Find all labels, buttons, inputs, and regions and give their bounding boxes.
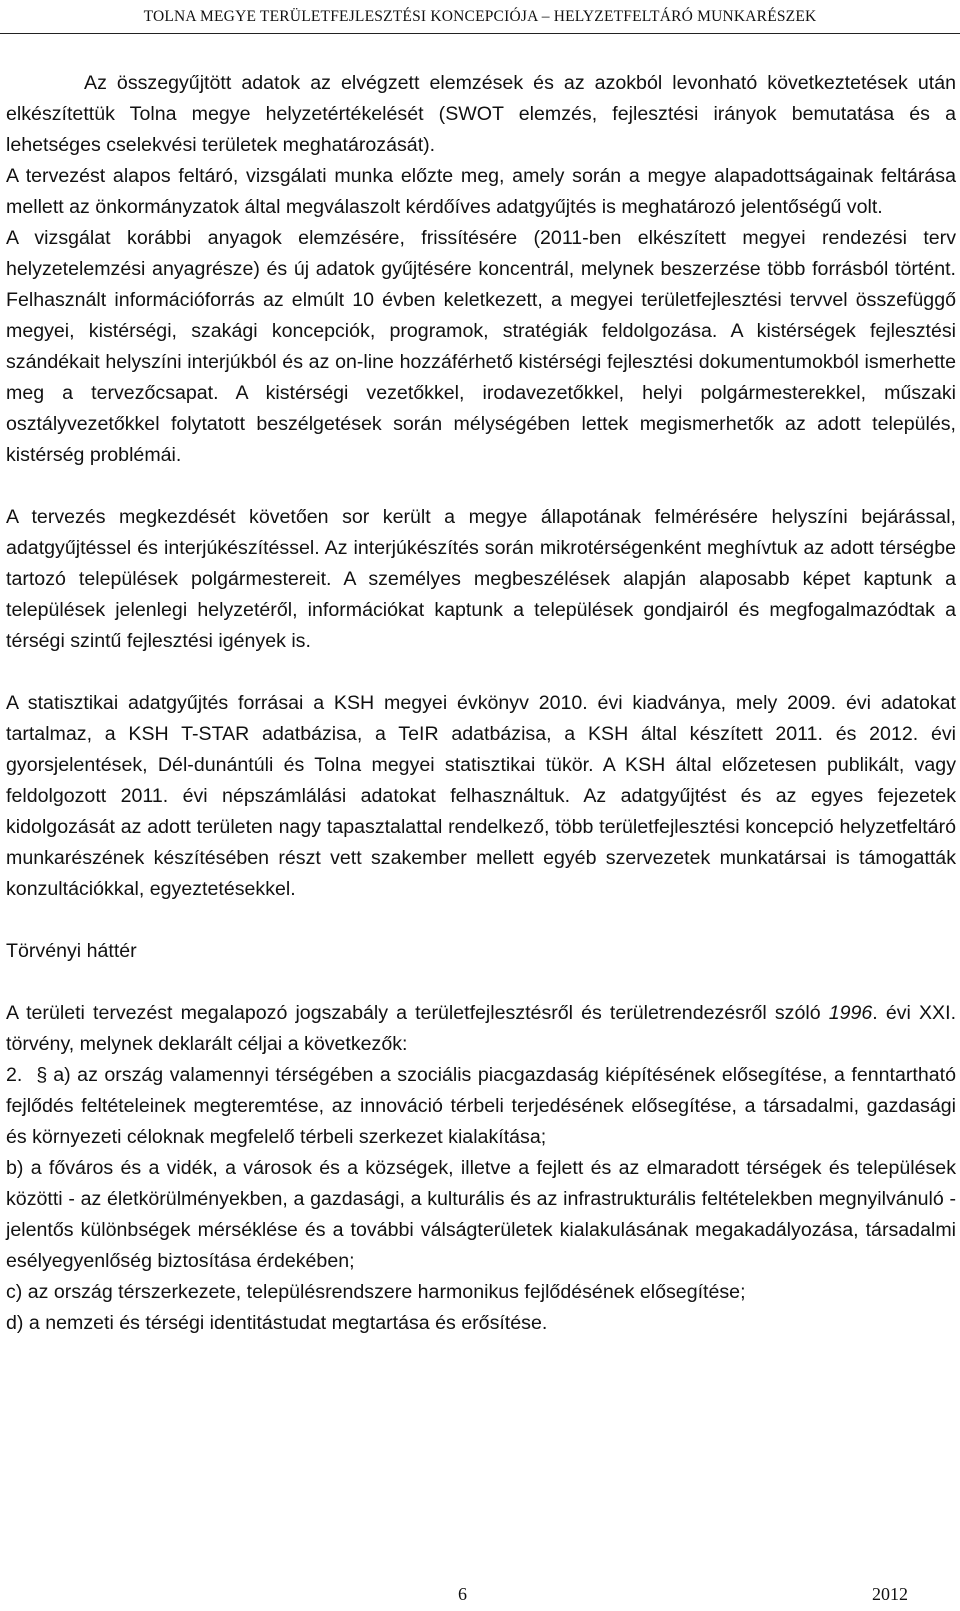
list-item-a-text: a) az ország valamennyi térségében a szociális piacgazdaság kiépítésének elősegítése, a fenntartható fejlődés feltételeinek megteremtése, az innováció térbeli terjedésének elősegítése, a társadalmi, gazdasági és környezeti céloknak megfelelő térbeli szerkezet kialakítása; bbox=[6, 1064, 956, 1148]
list-number: 2. bbox=[6, 1064, 23, 1086]
legal-basis-text: A területi tervezést megalapozó jogszabály a területfejlesztésről és területrendezésről szóló bbox=[6, 1002, 829, 1024]
paragraph-spacer bbox=[6, 905, 956, 936]
paragraph-spacer bbox=[6, 471, 956, 502]
footer-year: 2012 bbox=[872, 1584, 908, 1604]
paragraph-summary: Az összegyűjtött adatok az elvégzett elemzések és az azokból levonható következtetések után elkészítettük Tolna megye helyzetértékelését (SWOT elemzés, fejlesztési irányok bemutatása és a lehetséges cselekvési területek meghatározását). bbox=[6, 72, 956, 156]
paragraph-fieldwork: A tervezés megkezdését követően sor került a megye állapotának felmérésére helyszíni bejárással, adatgyűjtéssel és interjúkészítéssel. Az interjúkészítés során mikrotérségenként meghívtuk az adott térségbe tartozó települések polgármestereit. A személyes megbeszélések alapján alaposabb képet kaptunk a települések jelenlegi helyzetéről, információkat kaptunk a települések gondjairól és megfogalmazódtak a térségi szintű fejlesztési igények is. bbox=[6, 506, 956, 652]
section-heading: Törvényi háttér bbox=[6, 940, 137, 962]
legal-basis-year: 1996 bbox=[828, 1002, 873, 1024]
section-sign-icon: § bbox=[36, 1064, 48, 1086]
paragraph-survey: A tervezést alapos feltáró, vizsgálati munka előzte meg, amely során a megye alapadottságainak feltárása mellett az önkormányzatok által megválaszolt kérdőíves adatgyűjtés is meghatározó jelentőségű volt. bbox=[6, 165, 956, 218]
legal-basis-text-end: . évi XXI. törvény, melynek deklarált céljai a következők: bbox=[6, 1002, 957, 1055]
list-item-d: d) a nemzeti és térségi identitástudat megtartása és erősítése. bbox=[6, 1312, 548, 1334]
document-body bbox=[6, 68, 956, 1339]
paragraph-sources: A vizsgálat korábbi anyagok elemzésére, frissítésére (2011-ben elkészített megyei rendezési terv helyzetelemzési anyagrésze) és új adatok gyűjtésére koncentrál, melynek beszerzése több forrásból történt. Felhasznált információforrás az elmúlt 10 évben keletkezett, a megyei területfejlesztési tervvel összefüggő megyei, kistérségi, szakági koncepciók, programok, stratégiák feldolgozása. A kistérségek fejlesztési szándékait helyszíni interjúkból és az on-line hozzáférhető kistérségi fejlesztési dokumentumokból ismerhette meg a tervezőcsapat. A kistérségi vezetőkkel, irodavezetőkkel, helyi polgármesterekkel, műszaki osztályvezetőkkel folytatott beszélgetések során mélységében lettek megismerhetők az adott település, kistérség problémái. bbox=[6, 227, 956, 466]
running-header: TOLNA MEGYE TERÜLETFEJLESZTÉSI KONCEPCIÓJA – HELYZETFELTÁRÓ MUNKARÉSZEK bbox=[143, 8, 817, 25]
paragraph-spacer bbox=[6, 967, 956, 998]
paragraph-spacer bbox=[6, 657, 956, 688]
list-item-b: b) a főváros és a vidék, a városok és a községek, illetve a fejlett és az elmaradott térségek és települések közötti - az életkörülményekben, a gazdasági, a kulturális és az infrastrukturális feltételekben megnyilvánuló - jelentős különbségek mérséklése és a további válságterületek kialakulásának megakadályozása, társadalmi esélyegyenlőség biztosítása érdekében; bbox=[6, 1157, 956, 1272]
header-divider bbox=[0, 33, 960, 34]
list-item-c: c) az ország térszerkezete, településrendszere harmonikus fejlődésének elősegítése; bbox=[6, 1281, 746, 1303]
list-item-a bbox=[6, 1060, 956, 1153]
paragraph-statistics: A statisztikai adatgyűjtés forrásai a KSH megyei évkönyv 2010. évi kiadványa, mely 2009. évi adatokat tartalmaz, a KSH T-STAR adatbázisa, a TeIR adatbázisa, a KSH által készített 2011. és 2012. évi gyorsjelentések, Dél-dunántúli és Tolna megyei statisztikai tükör. A KSH által előzetesen publikált, vagy feldolgozott 2011. évi népszámlálási adatokat felhasználtuk. Az adatgyűjtést és az egyes fejezetek kidolgozását az adott területen nagy tapasztalattal rendelkező, több területfejlesztési koncepció helyzetfeltáró munkarészének készítésében részt vett szakember mellett egyéb szervezetek munkatársai is támogatták konzultációkkal, egyeztetésekkel. bbox=[6, 692, 956, 900]
page-number: 6 bbox=[458, 1584, 467, 1604]
paragraph-legal-basis bbox=[6, 998, 956, 1060]
